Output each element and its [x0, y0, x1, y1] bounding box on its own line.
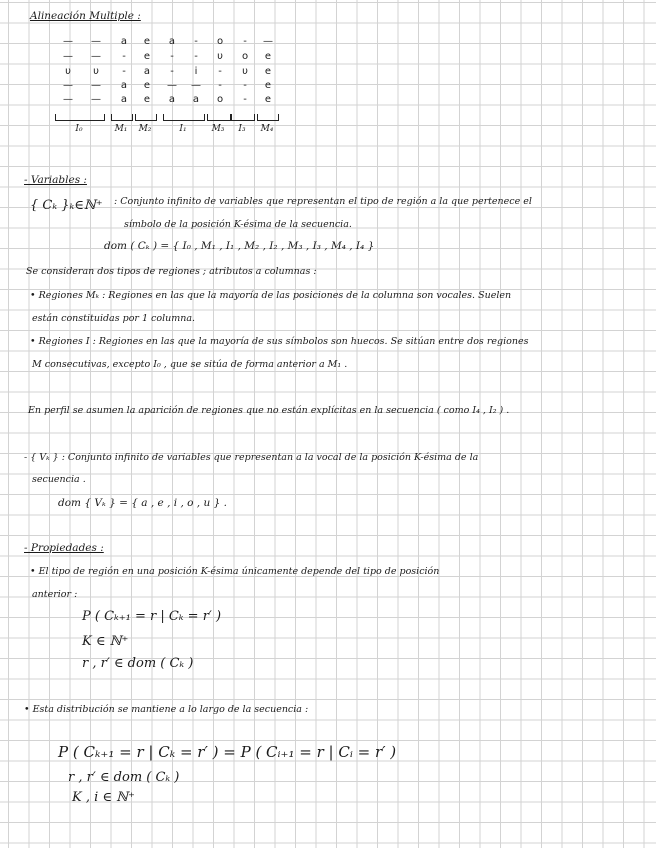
alignment-cell: -: [243, 80, 247, 91]
c-description-line-1: : Conjunto infinito de variables que representan el tipo de región a la que pertenece el: [114, 196, 532, 207]
equation-1-r-domain: r , r′ ∈ dom ( Cₖ ): [82, 656, 194, 671]
region-label: I₃: [238, 124, 246, 134]
alignment-cell: —: [91, 36, 101, 47]
region-label: I₀: [75, 124, 83, 134]
alignment-cell: -: [170, 51, 174, 62]
profile-note: En perfil se asumen la aparición de regiones que no están explícitas en la secuencia ( como I₄ , I₂ ) .: [28, 405, 510, 416]
alignment-cell: —: [63, 94, 73, 105]
regions-m-line-1: • Regiones Mₖ : Regiones en las que la mayoría de las posiciones de la columna son vocales. Suelen: [30, 290, 512, 301]
v-line-2: secuencia .: [32, 474, 86, 485]
alignment-cell: -: [218, 66, 222, 77]
alignment-cell: -: [218, 80, 222, 91]
alignment-cell: e: [143, 36, 151, 47]
alignment-cell: -: [243, 36, 247, 47]
alignment-cell: υ: [242, 66, 248, 77]
v-line-1: - { Vₖ } : Conjunto infinito de variables que representan a la vocal de la posición K-ésima de la: [24, 452, 479, 463]
equation-1-k-domain: K ∈ ℕ⁺: [82, 634, 129, 649]
alignment-cell: a: [120, 80, 128, 91]
region-brace: [257, 114, 279, 121]
alignment-cell: -: [194, 51, 198, 62]
region-brace: [135, 114, 157, 121]
equation-2-k-domain: K , i ∈ ℕ⁺: [72, 790, 135, 805]
v-domain: dom { Vₖ } = { a , e , i , o , u } .: [58, 497, 227, 509]
regions-i-line-2: M consecutivas, excepto I₀ , que se sitúa de forma anterior a M₁ .: [32, 359, 348, 370]
c-set-notation: { Cₖ }ₖ∈ℕ⁺: [30, 198, 103, 213]
alignment-cell: e: [143, 80, 151, 91]
regions-i-line-1: • Regiones I : Regiones en las que la mayoría de sus símbolos son huecos. Se sitúan entre dos regiones: [30, 336, 529, 347]
alignment-cell: —: [63, 51, 73, 62]
alignment-cell: a: [168, 36, 176, 47]
alignment-cell: a: [168, 94, 176, 105]
alignment-cell: υ: [217, 51, 223, 62]
region-label: M₄: [260, 124, 274, 134]
properties-heading: - Propiedades :: [24, 542, 104, 554]
alignment-cell: o: [216, 36, 224, 47]
alignment-cell: —: [63, 36, 73, 47]
alignment-cell: i: [194, 66, 198, 77]
region-label: I₁: [179, 124, 187, 134]
alignment-cell: -: [122, 51, 126, 62]
alignment-cell: -: [170, 66, 174, 77]
alignment-cell: —: [167, 80, 177, 91]
alignment-cell: a: [120, 94, 128, 105]
alignment-cell: υ: [65, 66, 71, 77]
c-domain: dom ( Cₖ ) = { I₀ , M₁ , I₁ , M₂ , I₂ , M₃ , I₃ , M₄ , I₄ }: [104, 240, 375, 252]
property-1-line-2: anterior :: [32, 589, 78, 600]
alignment-cell: a: [143, 66, 151, 77]
alignment-cell: —: [91, 80, 101, 91]
region-label: M₁: [114, 124, 128, 134]
region-label: M₃: [211, 124, 225, 134]
alignment-cell: —: [263, 36, 273, 47]
alignment-cell: a: [120, 36, 128, 47]
alignment-cell: e: [264, 51, 272, 62]
considered-text: Se consideran dos tipos de regiones ; atributos a columnas :: [26, 266, 317, 277]
alignment-cell: a: [192, 94, 200, 105]
page-title: Alineación Multiple :: [30, 10, 141, 22]
alignment-cell: e: [143, 51, 151, 62]
alignment-cell: -: [122, 66, 126, 77]
property-1-line-1: • El tipo de región en una posición K-ésima únicamente depende del tipo de posición: [30, 566, 440, 577]
alignment-cell: o: [241, 51, 249, 62]
region-brace: [55, 114, 105, 121]
alignment-cell: o: [216, 94, 224, 105]
equation-2: P ( Cₖ₊₁ = r | Cₖ = r′ ) = P ( Cᵢ₊₁ = r | Cᵢ = r′ ): [58, 743, 397, 761]
alignment-cell: e: [264, 80, 272, 91]
c-description-line-2: símbolo de la posición K-ésima de la secuencia.: [124, 219, 352, 230]
region-brace: [207, 114, 231, 121]
alignment-cell: e: [143, 94, 151, 105]
alignment-cell: e: [264, 66, 272, 77]
property-2-text: • Esta distribución se mantiene a lo largo de la secuencia :: [24, 704, 309, 715]
region-brace: [111, 114, 133, 121]
region-label: M₂: [138, 124, 152, 134]
equation-2-r-domain: r , r′ ∈ dom ( Cₖ ): [68, 770, 180, 785]
alignment-cell: —: [91, 51, 101, 62]
alignment-cell: —: [191, 80, 201, 91]
alignment-cell: —: [63, 80, 73, 91]
region-brace: [231, 114, 255, 121]
variables-heading: - Variables :: [24, 174, 87, 186]
alignment-cell: -: [194, 36, 198, 47]
alignment-cell: -: [243, 94, 247, 105]
alignment-cell: —: [91, 94, 101, 105]
alignment-cell: e: [264, 94, 272, 105]
equation-1: P ( Cₖ₊₁ = r | Cₖ = r′ ): [82, 609, 222, 624]
region-brace: [163, 114, 205, 121]
regions-m-line-2: están constituidas por 1 columna.: [32, 313, 196, 324]
alignment-cell: υ: [93, 66, 99, 77]
